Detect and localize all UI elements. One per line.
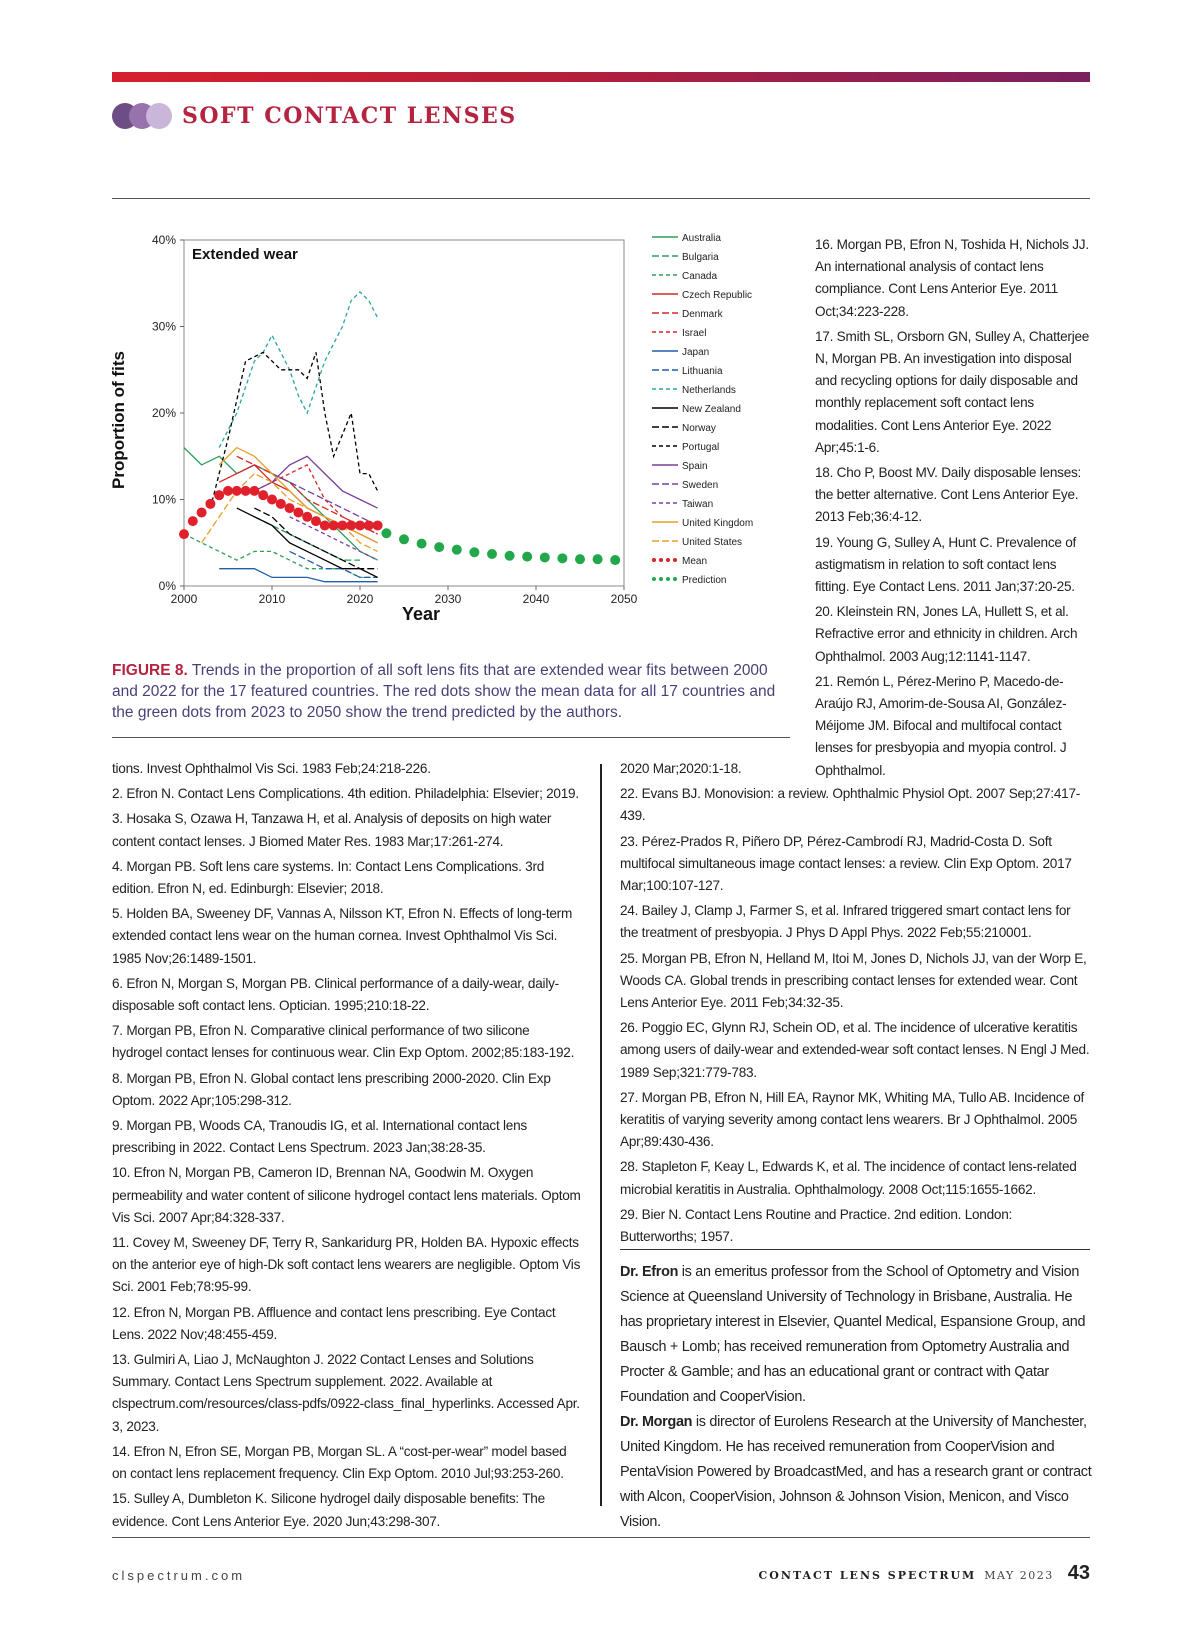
legend-label: Czech Republic	[682, 290, 753, 301]
series-point-mean	[276, 499, 286, 509]
reference-item: 3. Hosaka S, Ozawa H, Tanzawa H, et al. Analysis of deposits on high water content contact lenses. J Biomed Mater Res. 1983 Mar;17:261-274.	[112, 811, 552, 849]
references-column-right-top	[815, 234, 1090, 785]
references-column-middle	[620, 758, 1092, 1251]
series-line-japan	[219, 569, 377, 582]
reference-item: 18. Cho P, Boost MV. Daily disposable lenses: the better alternative. Cont Lens Anterior Eye. 2013 Feb;36:4-12.	[815, 465, 1082, 525]
reference-item: 20. Kleinstein RN, Jones LA, Hullett S, et al. Refractive error and ethnicity in children. Arch Ophthalmol. 2003 Aug;12:1141-1147.	[815, 604, 1078, 664]
legend-label: United Kingdom	[682, 518, 754, 529]
series-point-prediction	[399, 534, 409, 544]
series-point-prediction	[487, 549, 497, 559]
author-bio-text: is an emeritus professor from the School of Optometry and Vision Science at Queensland University of Technology in Brisbane, Australia. He has proprietary interest in Elsevier, Quantel Medical, Espansione Group, and Bausch + Lomb; has received remuneration from Optometry Australia and Procter & Gamble; and has an educational grant or contract with Qatar Foundation and CooperVision.	[620, 1264, 1086, 1405]
section-header	[112, 100, 517, 132]
legend-label: Mean	[682, 556, 708, 567]
author-bio-efron	[620, 1260, 1092, 1410]
legend-label: Sweden	[682, 480, 719, 491]
legend-swatch-prediction	[659, 577, 663, 581]
page-number: 43	[1067, 1562, 1090, 1584]
series-point-mean	[320, 520, 330, 530]
series-point-mean	[232, 486, 242, 496]
legend-swatch-mean	[666, 558, 670, 562]
legend-swatch-mean	[659, 558, 663, 562]
x-tick-label: 2000	[170, 592, 198, 606]
divider	[112, 1537, 1090, 1538]
legend-swatch-prediction	[652, 577, 656, 581]
legend-label: Prediction	[682, 575, 727, 586]
series-point-prediction	[505, 551, 515, 561]
series-point-mean	[267, 495, 277, 505]
legend-label: Portugal	[682, 442, 720, 453]
series-point-prediction	[610, 555, 620, 565]
section-title: SOFT CONTACT LENSES	[182, 103, 517, 129]
section-logo-dots	[112, 102, 174, 130]
reference-item: tions. Invest Ophthalmol Vis Sci. 1983 Feb;24:218-226.	[112, 761, 431, 776]
author-name: Dr. Efron	[620, 1264, 679, 1280]
series-point-mean	[258, 490, 268, 500]
reference-item: 2. Efron N. Contact Lens Complications. 4th edition. Philadelphia: Elsevier; 2019.	[112, 786, 579, 802]
figure-8-chart	[108, 228, 790, 652]
series-point-mean	[337, 520, 347, 530]
reference-item: 14. Efron N, Efron SE, Morgan PB, Morgan SL. A “cost-per-wear” model based on contact lens replacement frequency. Clin Exp Optom. 2010 Jul;93:253-260.	[112, 1443, 567, 1482]
reference-item: 16. Morgan PB, Efron N, Toshida H, Nichols JJ. An international analysis of contact lens compliance. Cont Lens Anterior Eye. 2011 Oct;34:223-228.	[815, 237, 1089, 319]
series-point-prediction	[452, 545, 462, 555]
author-name: Dr. Morgan	[620, 1414, 693, 1430]
y-tick-label: 10%	[151, 492, 176, 507]
series-point-prediction	[417, 539, 427, 549]
legend-label: Taiwan	[682, 499, 714, 510]
y-tick-label: 30%	[151, 319, 176, 334]
x-tick-label: 2050	[610, 592, 638, 606]
series-point-mean	[373, 520, 383, 530]
y-tick-label: 40%	[151, 233, 176, 247]
column-divider	[600, 764, 602, 1506]
divider	[620, 1249, 1090, 1250]
series-point-prediction	[575, 554, 585, 564]
issue-date: MAY 2023	[984, 1569, 1054, 1582]
reference-item: 10. Efron N, Morgan PB, Cameron ID, Brennan NA, Goodwin M. Oxygen permeability and water content of silicone hydrogel contact lens materials. Optom Vis Sci. 2007 Apr;84:328-337.	[112, 1165, 581, 1225]
dot-icon	[146, 103, 172, 129]
series-point-mean	[179, 529, 189, 539]
author-bio-text: is director of Eurolens Research at the University of Manchester, United Kingdom. He has received remuneration from CooperVision and PentaVision Powered by BroadcastMed, and has a research grant or contract with Alcon, CooperVision, Johnson & Johnson Vision, Menicon, and Visco Vision.	[620, 1414, 1092, 1530]
reference-item: 4. Morgan PB. Soft lens care systems. In: Contact Lens Complications. 3rd edition. Efron N, ed. Edinburgh: Elsevier; 2018.	[112, 858, 545, 897]
x-tick-label: 2020	[346, 592, 374, 606]
legend-label: Bulgaria	[682, 252, 719, 263]
legend-label: Lithuania	[682, 366, 723, 377]
series-point-mean	[311, 516, 321, 526]
footer-publication-info	[759, 1562, 1090, 1585]
footer-website[interactable]: clspectrum.com	[112, 1568, 246, 1583]
series-point-prediction	[593, 554, 603, 564]
reference-item: 28. Stapleton F, Keay L, Edwards K, et al. The incidence of contact lens-related microbial keratitis in Australia. Ophthalmology. 2008 Oct;115:1655-1662.	[620, 1159, 1077, 1197]
series-point-prediction	[557, 553, 567, 563]
legend-swatch-prediction	[666, 577, 670, 581]
x-tick-label: 2030	[434, 592, 462, 606]
legend-label: Netherlands	[682, 385, 736, 396]
series-point-mean	[214, 490, 224, 500]
plot-frame	[184, 240, 624, 586]
series-point-mean	[241, 486, 251, 496]
figure-caption	[112, 660, 788, 723]
series-point-mean	[346, 520, 356, 530]
reference-item: 7. Morgan PB, Efron N. Comparative clinical performance of two silicone hydrogel contact lenses for continuous wear. Clin Exp Optom. 2002;85:183-192.	[112, 1023, 575, 1061]
series-point-prediction	[522, 552, 532, 562]
reference-item: 29. Bier N. Contact Lens Routine and Practice. 2nd edition. London: Butterworths; 1957.	[620, 1206, 1013, 1245]
y-tick-label: 20%	[151, 406, 176, 420]
divider	[112, 198, 1090, 199]
divider	[112, 737, 790, 738]
series-point-mean	[249, 486, 259, 496]
series-point-prediction	[381, 528, 391, 538]
series-point-mean	[364, 520, 374, 530]
publication-name: CONTACT LENS SPECTRUM	[758, 1569, 977, 1582]
reference-item: 5. Holden BA, Sweeney DF, Vannas A, Nilsson KT, Efron N. Effects of long-term extended contact lens wear on the human cornea. Invest Ophthalmol Vis Sci. 1985 Nov;26:1489-1501.	[112, 906, 573, 966]
legend-label: Denmark	[682, 309, 723, 320]
chart-title: Extended wear	[192, 246, 298, 263]
reference-item: 22. Evans BJ. Monovision: a review. Ophthalmic Physiol Opt. 2007 Sep;27:417-439.	[620, 786, 1081, 824]
y-tick-label: 0%	[158, 579, 176, 593]
legend-label: United States	[682, 537, 743, 548]
legend-swatch-mean	[652, 558, 656, 562]
series-point-mean	[285, 503, 295, 513]
reference-item: 9. Morgan PB, Woods CA, Tranoudis IG, et al. International contact lens prescribing in 2022. Contact Lens Spectrum. 2023 Jan;38:28-35.	[112, 1118, 527, 1156]
series-point-mean	[355, 520, 365, 530]
figure-caption-text: Trends in the proportion of all soft lens fits that are extended wear fits between 2000 and 2022 for the 17 featured countries. The red dots show the mean data for all 17 countries and the green dots from 2023 to 2050 show the trend predicted by the authors.	[112, 662, 776, 721]
reference-item: 27. Morgan PB, Efron N, Hill EA, Raynor MK, Whiting MA, Tullo AB. Incidence of keratitis of varying severity among contact lens wearers. Br J Ophthalmol. 2005 Apr;89:430-436.	[620, 1089, 1085, 1150]
legend-label: Australia	[682, 233, 721, 244]
reference-item: 6. Efron N, Morgan S, Morgan PB. Clinical performance of a daily-wear, daily-disposable soft contact lens. Optician. 1995;210:18-22.	[112, 975, 559, 1014]
series-point-prediction	[434, 542, 444, 552]
series-point-mean	[329, 520, 339, 530]
legend-label: Israel	[682, 328, 707, 339]
author-bio-morgan	[620, 1410, 1092, 1535]
series-point-mean	[188, 516, 198, 526]
reference-item: 23. Pérez-Prados R, Piñero DP, Pérez-Cambrodí RJ, Madrid-Costa D. Soft multifocal simultaneous image contact lenses: a review. Clin Exp Optom. 2017 Mar;100:107-127.	[620, 833, 1072, 894]
reference-item: 21. Remón L, Pérez-Merino P, Macedo-de-Araújo RJ, Amorim-de-Sousa AI, González-Méijome JM. Bifocal and multifocal contact lenses for presbyopia and myopia control. J Ophthalmol.	[815, 673, 1067, 778]
reference-item: 15. Sulley A, Dumbleton K. Silicone hydrogel daily disposable benefits: The evidence. Cont Lens Anterior Eye. 2020 Jun;43:298-307.	[112, 1491, 545, 1529]
reference-item: 19. Young G, Sulley A, Hunt C. Prevalence of astigmatism in relation to soft contact lens fitting. Eye Contact Lens. 2011 Jan;37:20-25.	[815, 534, 1077, 595]
reference-item: 2020 Mar;2020:1-18.	[620, 761, 742, 776]
series-point-prediction	[540, 552, 550, 562]
legend-label: Spain	[682, 461, 708, 472]
x-tick-label: 2010	[258, 592, 286, 606]
author-bios	[620, 1260, 1092, 1535]
reference-item: 11. Covey M, Sweeney DF, Terry R, Sankaridurg PR, Holden BA. Hypoxic effects on the anterior eye of high-Dk soft contact lens wearers are negligible. Optom Vis Sci. 2001 Feb;78:95-99.	[112, 1235, 581, 1295]
series-point-mean	[293, 507, 303, 517]
series-point-mean	[302, 512, 312, 522]
accent-bar	[112, 72, 1090, 82]
reference-item: 17. Smith SL, Orsborn GN, Sulley A, Chatterjee N, Morgan PB. An investigation into disposal and recycling options for daily disposable and monthly replacement soft contact lens modalities. Cont Lens Anterior Eye. 2022 Apr;45:1-6.	[815, 328, 1090, 455]
reference-item: 25. Morgan PB, Efron N, Helland M, Itoi M, Jones D, Nichols JJ, van der Worp E, Woods CA. Global trends in prescribing contact lenses for extended wear. Cont Lens Anterior Eye. 2011 Feb;34:32-35.	[620, 950, 1087, 1011]
x-axis-label: Year	[401, 604, 441, 624]
reference-item: 8. Morgan PB, Efron N. Global contact lens prescribing 2000-2020. Clin Exp Optom. 2022 Apr;105:298-312.	[112, 1070, 551, 1108]
references-column-left	[112, 758, 582, 1536]
reference-item: 24. Bailey J, Clamp J, Farmer S, et al. Infrared triggered smart contact lens for the treatment of presbyopia. J Phys D Appl Phys. 2022 Feb;55:210001.	[620, 903, 1071, 941]
legend-label: Norway	[682, 423, 716, 434]
reference-item: 26. Poggio EC, Glynn RJ, Schein OD, et al. The incidence of ulcerative keratitis among users of daily-wear and extended-wear soft contact lenses. N Engl J Med. 1989 Sep;321:779-783.	[620, 1020, 1090, 1080]
series-point-mean	[205, 499, 215, 509]
legend-label: Japan	[682, 347, 710, 358]
legend-label: New Zealand	[682, 404, 741, 415]
legend-label: Canada	[682, 271, 718, 282]
reference-item: 13. Gulmiri A, Liao J, McNaughton J. 2022 Contact Lenses and Solutions Summary. Contact Lens Spectrum supplement. 2022. Available at clspectrum.com/resources/class-pdfs/0922-class_final_hyperlinks. Accessed Apr. 3, 2023.	[112, 1352, 580, 1434]
legend-swatch-mean	[673, 558, 677, 562]
legend-swatch-prediction	[673, 577, 677, 581]
series-point-mean	[223, 486, 233, 496]
series-point-prediction	[469, 547, 479, 557]
chart-svg	[108, 228, 790, 652]
figure-label: FIGURE 8.	[112, 662, 188, 679]
series-point-mean	[197, 507, 207, 517]
reference-item: 12. Efron N, Morgan PB. Affluence and contact lens prescribing. Eye Contact Lens. 2022 Nov;48:455-459.	[112, 1304, 556, 1342]
x-tick-label: 2040	[522, 592, 550, 606]
y-axis-label: Proportion of fits	[109, 351, 128, 489]
